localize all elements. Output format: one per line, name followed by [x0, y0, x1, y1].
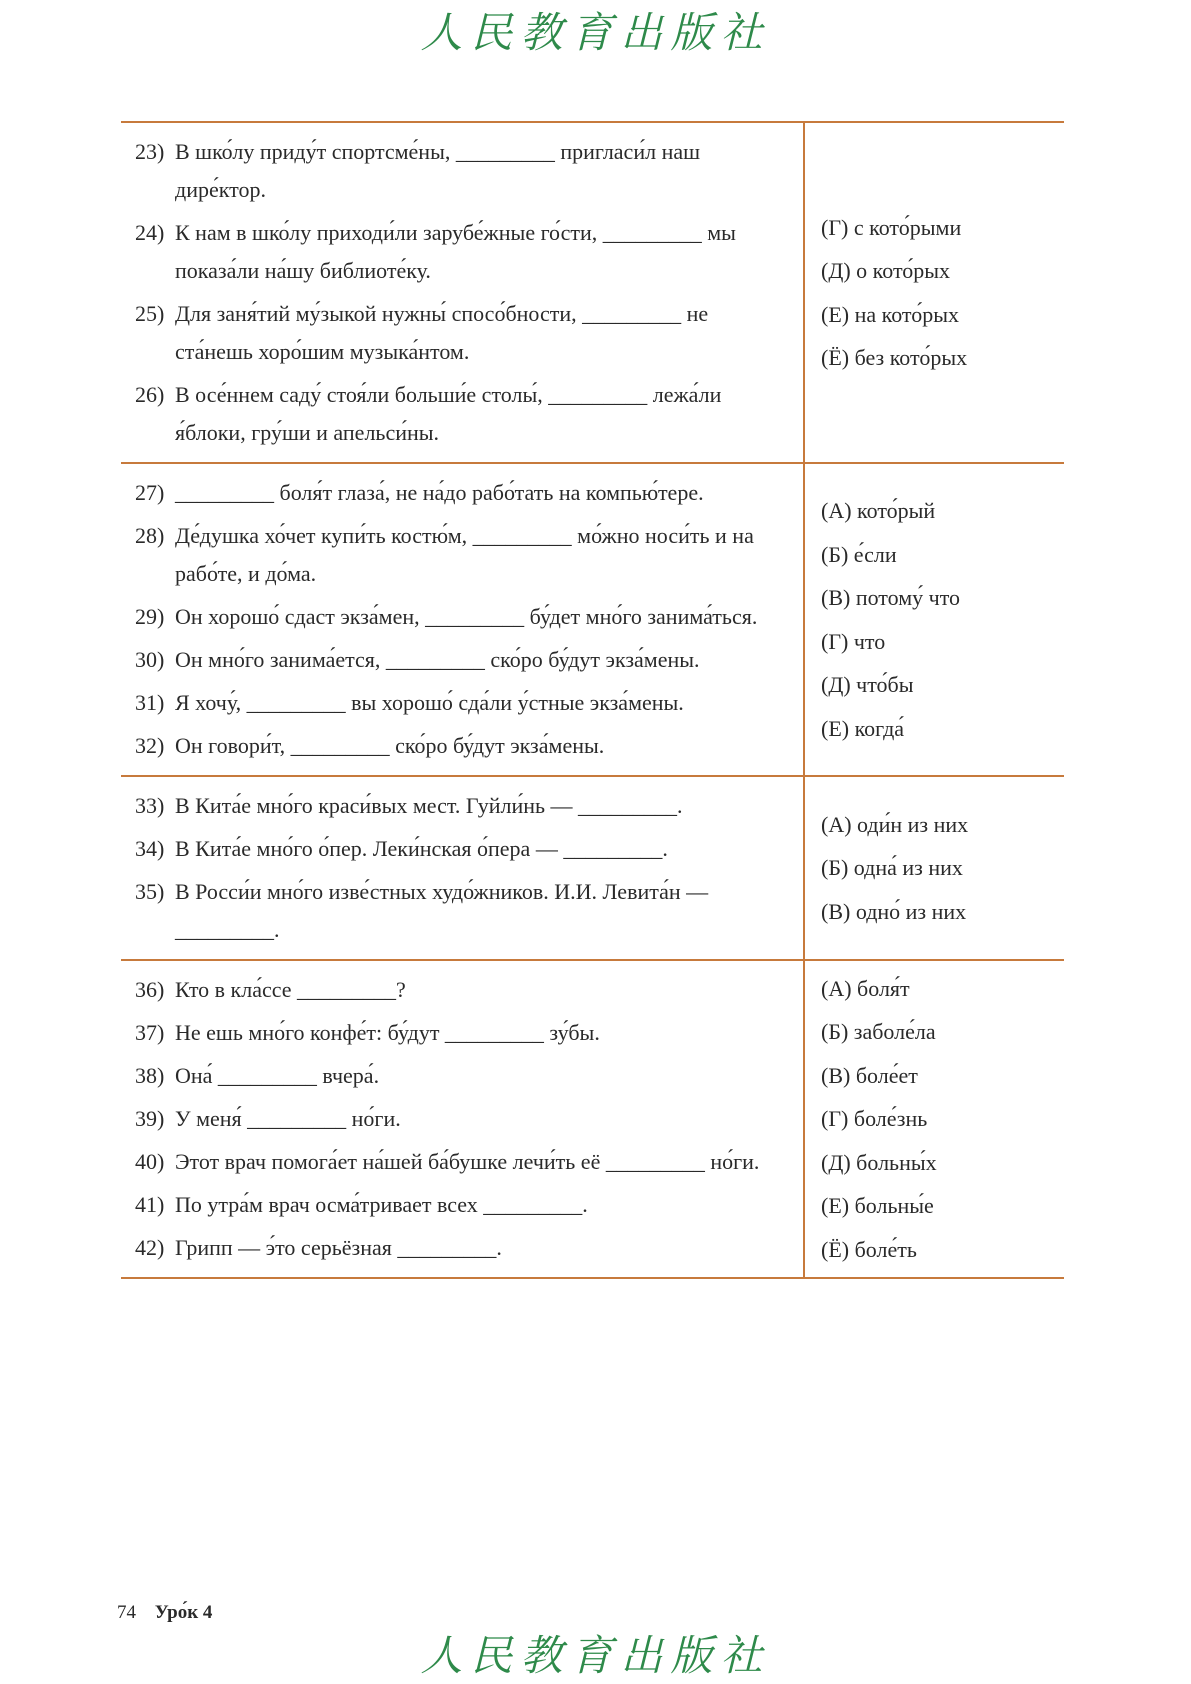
question-item	[135, 684, 787, 722]
question-item	[135, 971, 787, 1009]
answer-option: (А) боля́т	[821, 975, 910, 1001]
question-number: 34)	[135, 836, 165, 861]
exercise-section-3	[121, 777, 1064, 961]
question-item	[135, 1100, 787, 1138]
question-number: 28)	[135, 523, 165, 548]
publisher-logo-bottom	[0, 1631, 1191, 1680]
question-item	[135, 787, 787, 825]
question-text: По утра́м врач осма́тривает всех _________.	[175, 1192, 588, 1217]
exercise-section-4	[121, 961, 1064, 1279]
question-text: Он хорошо́ сдаст экза́мен, _________ бу́дет мно́го занима́ться.	[175, 604, 758, 629]
question-text: _________ боля́т глаза́, не на́до рабо́тать на компью́тере.	[175, 480, 704, 505]
question-item	[135, 517, 787, 593]
answer-option: (А) кото́рый	[821, 498, 936, 523]
question-text: Для заня́тий му́зыкой нужны́ спосо́бности, _________ не ста́нешь хоро́шим музыка́нтом.	[175, 301, 709, 364]
answer-option: (Е) когда́	[821, 715, 905, 741]
question-number: 29)	[135, 604, 165, 629]
questions-column	[121, 464, 805, 775]
question-item	[135, 133, 787, 209]
answer-option: (Б) заболе́ла	[821, 1019, 936, 1045]
question-text: К нам в шко́лу приходи́ли зарубе́жные го́сти, _________ мы показа́ли на́шу библиоте́ку.	[175, 220, 736, 283]
publisher-name: 人民教育出版社	[420, 8, 771, 57]
question-text: Он мно́го занима́ется, _________ ско́ро бу́дут экза́мены.	[175, 647, 700, 672]
question-number: 30)	[135, 647, 165, 672]
question-item	[135, 641, 787, 679]
question-item	[135, 873, 787, 949]
answer-option: (Е) больны́е	[821, 1193, 934, 1219]
questions-column	[121, 961, 805, 1277]
publisher-logo-top	[0, 8, 1191, 57]
question-item	[135, 295, 787, 371]
question-number: 32)	[135, 733, 165, 758]
question-number: 41)	[135, 1192, 165, 1217]
question-item	[135, 1143, 787, 1181]
answer-option: (Г) что	[821, 628, 886, 654]
question-text: В Росси́и мно́го изве́стных худо́жников. И.И. Левита́н — _________.	[175, 879, 709, 942]
lesson-label: Уро́к 4	[154, 1602, 213, 1623]
answer-option: (Ё) без кото́рых	[821, 345, 968, 370]
questions-column	[121, 777, 805, 959]
question-item	[135, 598, 787, 636]
question-text: Не ешь мно́го конфе́т: бу́дут _________ зу́бы.	[175, 1020, 600, 1045]
exercise-table	[121, 121, 1064, 1279]
publisher-name: 人民教育出版社	[420, 1631, 771, 1680]
answer-option: (Д) больны́х	[821, 1149, 937, 1175]
question-number: 27)	[135, 480, 165, 505]
question-item	[135, 1014, 787, 1052]
question-text: В Кита́е мно́го о́пер. Леки́нская о́пера — _________.	[175, 836, 668, 861]
question-text: В шко́лу приду́т спортсме́ны, _________ пригласи́л наш дире́ктор.	[175, 139, 701, 202]
question-text: Я хочу́, _________ вы хорошо́ сда́ли у́стные экза́мены.	[175, 690, 684, 715]
questions-column	[121, 123, 805, 462]
page-footer	[117, 1602, 212, 1624]
answer-option: (А) оди́н из них	[821, 811, 969, 837]
question-number: 31)	[135, 690, 165, 715]
page-number: 74	[117, 1602, 136, 1623]
question-number: 35)	[135, 879, 165, 904]
question-item	[135, 727, 787, 765]
question-number: 26)	[135, 382, 165, 407]
options-column	[805, 464, 1064, 775]
question-text: Он говори́т, _________ ско́ро бу́дут экза́мены.	[175, 733, 605, 758]
answer-option: (В) одно́ из них	[821, 898, 967, 924]
question-item	[135, 1057, 787, 1095]
question-number: 23)	[135, 139, 165, 164]
answer-option: (Ё) боле́ть	[821, 1236, 917, 1262]
question-item	[135, 474, 787, 512]
question-text: Грипп — э́то серьёзная _________.	[175, 1235, 502, 1260]
question-number: 36)	[135, 977, 165, 1002]
answer-option: (В) боле́ет	[821, 1062, 918, 1088]
answer-option: (Б) е́сли	[821, 541, 897, 567]
options-column	[805, 777, 1064, 959]
question-number: 37)	[135, 1020, 165, 1045]
answer-option: (Г) с кото́рыми	[821, 214, 962, 240]
options-column	[805, 961, 1064, 1277]
question-number: 40)	[135, 1149, 165, 1174]
question-number: 42)	[135, 1235, 165, 1260]
question-text: В осе́ннем саду́ стоя́ли больши́е столы́, _________ лежа́ли я́блоки, гру́ши и апельси́ны.	[175, 382, 722, 445]
answer-option: (Б) одна́ из них	[821, 855, 963, 881]
exercise-section-1	[121, 123, 1064, 464]
question-text: Де́душка хо́чет купи́ть костю́м, _________ мо́жно носи́ть и на рабо́те, и до́ма.	[175, 523, 754, 586]
options-column	[805, 123, 1064, 462]
question-item	[135, 376, 787, 452]
question-number: 39)	[135, 1106, 165, 1131]
question-text: Кто в кла́ссе _________?	[175, 977, 406, 1002]
answer-option: (Д) что́бы	[821, 672, 914, 697]
question-number: 24)	[135, 220, 165, 245]
answer-option: (Е) на кото́рых	[821, 301, 960, 327]
question-text: В Кита́е мно́го краси́вых мест. Гуйли́нь — _________.	[175, 793, 683, 818]
question-number: 25)	[135, 301, 165, 326]
exercise-section-2	[121, 464, 1064, 777]
answer-option: (Д) о кото́рых	[821, 258, 951, 283]
question-item	[135, 214, 787, 290]
question-number: 38)	[135, 1063, 165, 1088]
question-text: Этот врач помога́ет на́шей ба́бушке лечи́ть её _________ но́ги.	[175, 1149, 760, 1174]
answer-option: (В) потому́ что	[821, 585, 961, 610]
answer-option: (Г) боле́знь	[821, 1106, 928, 1132]
question-item	[135, 1186, 787, 1224]
question-item	[135, 1229, 787, 1267]
question-text: Она́ _________ вчера́.	[175, 1063, 380, 1088]
question-item	[135, 830, 787, 868]
question-text: У меня́ _________ но́ги.	[175, 1106, 401, 1131]
question-number: 33)	[135, 793, 165, 818]
